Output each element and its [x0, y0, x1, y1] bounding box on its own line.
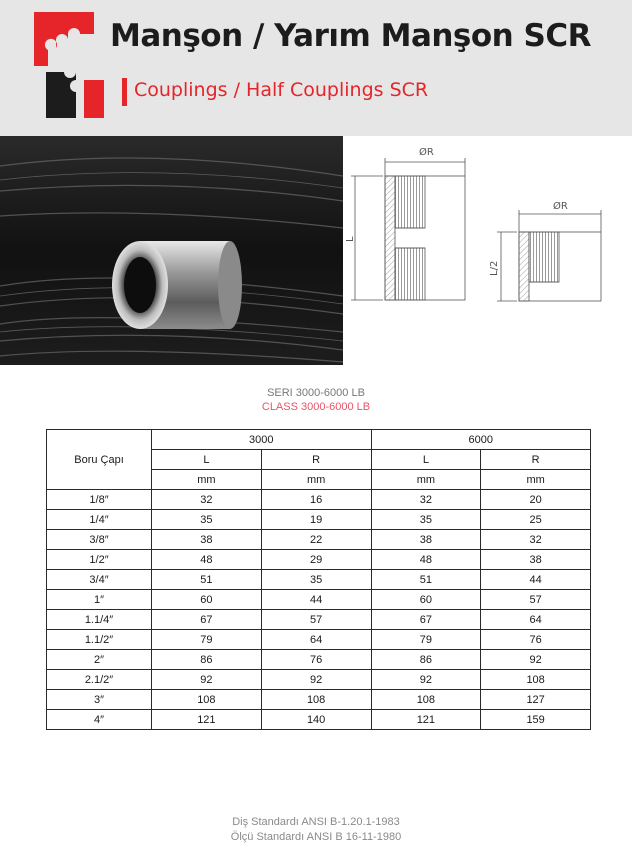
subheader-cell: R: [261, 450, 371, 470]
table-row: [47, 710, 591, 730]
dimension-cell: 60: [152, 590, 262, 610]
dimension-standard: Ölçü Standardı ANSI B 16-11-1980: [230, 831, 402, 843]
standards-footer: [0, 815, 632, 845]
page-subtitle: Couplings / Half Couplings SCR: [134, 79, 429, 101]
subheader-cell: L: [371, 450, 481, 470]
dimension-cell: 38: [481, 550, 591, 570]
unit-cell: mm: [371, 470, 481, 490]
product-photo: [0, 136, 343, 365]
dimension-cell: 32: [371, 490, 481, 510]
dimension-cell: 32: [152, 490, 262, 510]
unit-cell: mm: [152, 470, 262, 490]
half-length-label: L/2: [489, 260, 500, 276]
unit-cell: mm: [261, 470, 371, 490]
unit-cell: mm: [481, 470, 591, 490]
dimension-table: [46, 429, 591, 730]
dimension-cell: 48: [371, 550, 481, 570]
table-row: [47, 550, 591, 570]
pipe-size-cell: 1/4″: [47, 510, 152, 530]
dimension-cell: 35: [261, 570, 371, 590]
table-row: [47, 670, 591, 690]
dimension-cell: 127: [481, 690, 591, 710]
dimension-cell: 57: [261, 610, 371, 630]
series-en: CLASS 3000-6000 LB: [261, 401, 371, 413]
dimension-cell: 44: [481, 570, 591, 590]
pipe-size-cell: 4″: [47, 710, 152, 730]
dimension-cell: 16: [261, 490, 371, 510]
table-row: [47, 690, 591, 710]
table-row: [47, 510, 591, 530]
dimension-cell: 57: [481, 590, 591, 610]
dimension-cell: 86: [371, 650, 481, 670]
subheader-cell: R: [481, 450, 591, 470]
series-tr: SERI 3000-6000 LB: [267, 387, 365, 399]
dimension-cell: 79: [371, 630, 481, 650]
dimension-cell: 79: [152, 630, 262, 650]
table-row: [47, 610, 591, 630]
length-label: L: [345, 236, 356, 242]
technical-drawing: [343, 136, 632, 365]
dimension-cell: 121: [371, 710, 481, 730]
dimension-cell: 38: [152, 530, 262, 550]
pipe-size-cell: 1.1/4″: [47, 610, 152, 630]
dimension-cell: 60: [371, 590, 481, 610]
dimension-cell: 25: [481, 510, 591, 530]
dimension-cell: 22: [261, 530, 371, 550]
dimension-cell: 92: [371, 670, 481, 690]
pipe-size-header: Boru Çapı: [47, 430, 152, 490]
dimension-cell: 19: [261, 510, 371, 530]
brand-logo-icon: [28, 10, 108, 122]
pipe-size-cell: 1″: [47, 590, 152, 610]
dimension-cell: 92: [261, 670, 371, 690]
subtitle-accent-bar: [122, 78, 127, 106]
dimension-cell: 121: [152, 710, 262, 730]
table-row: [47, 530, 591, 550]
pipe-size-cell: 3/4″: [47, 570, 152, 590]
dimension-cell: 108: [152, 690, 262, 710]
table-row: [47, 590, 591, 610]
dimension-cell: 92: [481, 650, 591, 670]
diameter-label-full: ØR: [419, 147, 434, 158]
dimension-cell: 29: [261, 550, 371, 570]
dimension-cell: 64: [481, 610, 591, 630]
pipe-size-cell: 2″: [47, 650, 152, 670]
dimension-cell: 159: [481, 710, 591, 730]
dimension-cell: 140: [261, 710, 371, 730]
pipe-size-cell: 2.1/2″: [47, 670, 152, 690]
dimension-cell: 108: [481, 670, 591, 690]
dimension-cell: 20: [481, 490, 591, 510]
thread-standard: Diş Standardı ANSI B-1.20.1-1983: [232, 816, 400, 828]
dimension-cell: 35: [152, 510, 262, 530]
dimension-cell: 64: [261, 630, 371, 650]
dimension-cell: 48: [152, 550, 262, 570]
pipe-size-cell: 1/2″: [47, 550, 152, 570]
subheader-cell: L: [152, 450, 262, 470]
pipe-size-cell: 1/8″: [47, 490, 152, 510]
table-row: [47, 650, 591, 670]
dimension-cell: 35: [371, 510, 481, 530]
dimension-cell: 51: [152, 570, 262, 590]
table-row: [47, 570, 591, 590]
dimension-cell: 92: [152, 670, 262, 690]
dimension-cell: 44: [261, 590, 371, 610]
dimension-cell: 108: [371, 690, 481, 710]
class-6000-header: 6000: [371, 430, 591, 450]
page-title: Manşon / Yarım Manşon SCR: [110, 18, 591, 54]
dimension-cell: 76: [261, 650, 371, 670]
table-row: [47, 490, 591, 510]
pipe-size-cell: 1.1/2″: [47, 630, 152, 650]
dimension-cell: 108: [261, 690, 371, 710]
dimension-cell: 86: [152, 650, 262, 670]
class-3000-header: 3000: [152, 430, 372, 450]
dimension-cell: 51: [371, 570, 481, 590]
dimension-cell: 76: [481, 630, 591, 650]
dimension-cell: 38: [371, 530, 481, 550]
table-row: [47, 630, 591, 650]
page-header: [0, 0, 632, 136]
dimension-cell: 32: [481, 530, 591, 550]
diameter-label-half: ØR: [553, 201, 568, 212]
dimension-cell: 67: [371, 610, 481, 630]
pipe-size-cell: 3/8″: [47, 530, 152, 550]
series-caption: [0, 386, 632, 414]
table-header-row: [47, 430, 591, 450]
pipe-size-cell: 3″: [47, 690, 152, 710]
dimension-cell: 67: [152, 610, 262, 630]
